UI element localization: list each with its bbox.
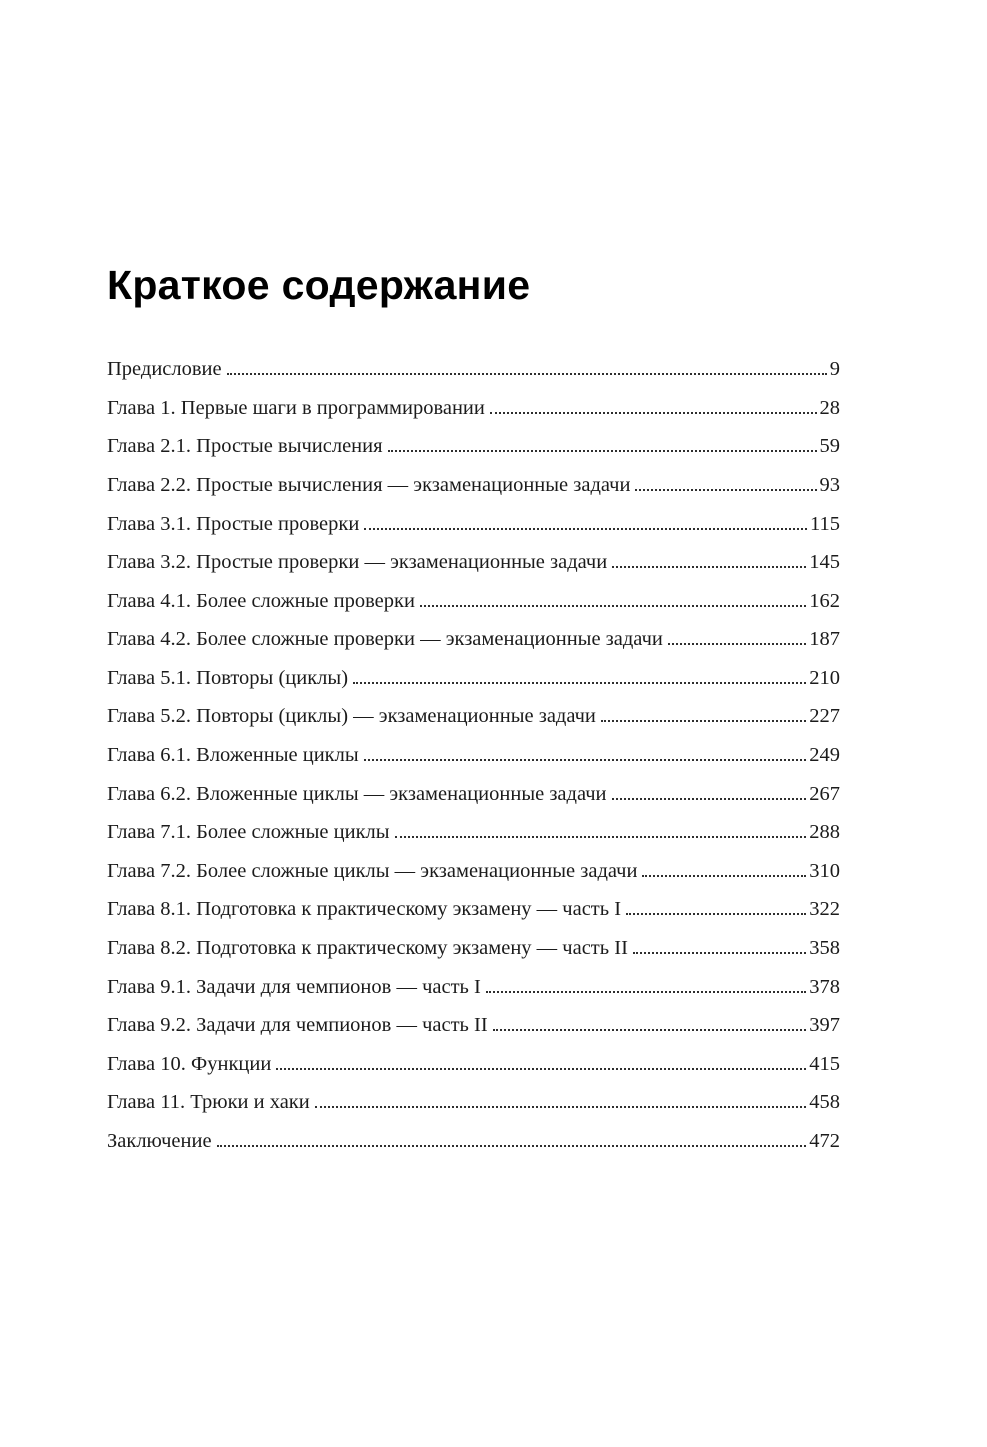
toc-entry-label: Глава 3.1. Простые проверки — [107, 512, 360, 535]
toc-entry-page: 378 — [809, 975, 840, 998]
toc-entry — [107, 1129, 840, 1168]
toc-entry-page: 145 — [809, 551, 840, 574]
toc-leader-dots — [642, 875, 806, 877]
toc-entry-label: Глава 9.1. Задачи для чемпионов — часть I — [107, 975, 481, 998]
toc-entry-label: Глава 7.2. Более сложные циклы — экзаменационные задачи — [107, 859, 638, 882]
toc-entry — [107, 396, 840, 435]
toc-leader-dots — [276, 1068, 806, 1070]
toc-entry-label: Заключение — [107, 1130, 212, 1153]
toc-entry-page: 267 — [809, 782, 840, 805]
toc-leader-dots — [395, 836, 807, 838]
toc-entry-label: Предисловие — [107, 358, 222, 381]
toc-entry — [107, 589, 840, 628]
page-title: Краткое содержание — [107, 262, 531, 308]
toc-leader-dots — [420, 605, 806, 607]
toc-entry-page: 288 — [809, 821, 840, 844]
toc-leader-dots — [668, 643, 806, 645]
toc-entry — [107, 473, 840, 512]
toc-entry — [107, 743, 840, 782]
toc-entry — [107, 357, 840, 396]
toc-entry — [107, 666, 840, 705]
toc-entry-page: 249 — [809, 744, 840, 767]
toc-entry-page: 28 — [819, 396, 840, 419]
toc-entry — [107, 434, 840, 473]
toc-entry — [107, 550, 840, 589]
toc-leader-dots — [635, 489, 816, 491]
toc-entry-label: Глава 2.1. Простые вычисления — [107, 435, 383, 458]
toc-entry-label: Глава 1. Первые шаги в программировании — [107, 396, 485, 419]
toc-leader-dots — [633, 952, 806, 954]
toc-entry-page: 310 — [809, 859, 840, 882]
toc-entry — [107, 704, 840, 743]
toc-leader-dots — [227, 373, 827, 375]
toc-entry — [107, 1090, 840, 1129]
toc-entry-page: 93 — [819, 473, 840, 496]
toc-entry — [107, 975, 840, 1014]
toc-leader-dots — [353, 682, 806, 684]
toc-entry-page: 162 — [809, 589, 840, 612]
toc-entry-page: 358 — [809, 937, 840, 960]
toc-list — [107, 357, 840, 1167]
toc-leader-dots — [490, 412, 817, 414]
toc-leader-dots — [601, 720, 806, 722]
toc-leader-dots — [486, 991, 806, 993]
toc-entry-page: 115 — [810, 512, 840, 535]
toc-leader-dots — [612, 566, 806, 568]
toc-leader-dots — [315, 1106, 807, 1108]
toc-entry-label: Глава 6.1. Вложенные циклы — [107, 744, 359, 767]
toc-entry-page: 397 — [809, 1014, 840, 1037]
toc-entry-label: Глава 8.1. Подготовка к практическому экзамену — часть I — [107, 898, 622, 921]
toc-entry-page: 9 — [829, 358, 840, 381]
toc-entry — [107, 1052, 840, 1091]
toc-entry — [107, 936, 840, 975]
toc-leader-dots — [388, 450, 817, 452]
toc-entry-page: 322 — [809, 898, 840, 921]
toc-leader-dots — [364, 528, 807, 530]
toc-entry-label: Глава 6.2. Вложенные циклы — экзаменационные задачи — [107, 782, 607, 805]
toc-entry-label: Глава 8.2. Подготовка к практическому экзамену — часть II — [107, 937, 628, 960]
toc-entry-label: Глава 7.1. Более сложные циклы — [107, 821, 390, 844]
toc-leader-dots — [612, 798, 807, 800]
toc-entry — [107, 820, 840, 859]
toc-entry-label: Глава 5.2. Повторы (циклы) — экзаменационные задачи — [107, 705, 596, 728]
toc-entry — [107, 897, 840, 936]
toc-entry-label: Глава 11. Трюки и хаки — [107, 1091, 310, 1114]
toc-leader-dots — [626, 913, 806, 915]
toc-entry — [107, 1013, 840, 1052]
toc-entry — [107, 627, 840, 666]
toc-entry-page: 59 — [819, 435, 840, 458]
toc-entry-page: 472 — [809, 1130, 840, 1153]
toc-entry-label: Глава 4.2. Более сложные проверки — экзаменационные задачи — [107, 628, 663, 651]
toc-leader-dots — [493, 1029, 807, 1031]
toc-entry-page: 227 — [809, 705, 840, 728]
toc-entry-label: Глава 4.1. Более сложные проверки — [107, 589, 415, 612]
toc-entry-label: Глава 5.1. Повторы (циклы) — [107, 666, 349, 689]
toc-entry — [107, 859, 840, 898]
toc-entry-page: 415 — [809, 1052, 840, 1075]
toc-entry-label: Глава 9.2. Задачи для чемпионов — часть II — [107, 1014, 488, 1037]
toc-entry-page: 187 — [809, 628, 840, 651]
toc-entry-page: 458 — [809, 1091, 840, 1114]
toc-entry-page: 210 — [809, 666, 840, 689]
toc-entry-label: Глава 3.2. Простые проверки — экзаменационные задачи — [107, 551, 608, 574]
toc-leader-dots — [364, 759, 807, 761]
toc-leader-dots — [217, 1145, 807, 1147]
toc-entry — [107, 782, 840, 821]
toc-entry-label: Глава 10. Функции — [107, 1052, 272, 1075]
toc-entry — [107, 512, 840, 551]
toc-entry-label: Глава 2.2. Простые вычисления — экзаменационные задачи — [107, 473, 631, 496]
